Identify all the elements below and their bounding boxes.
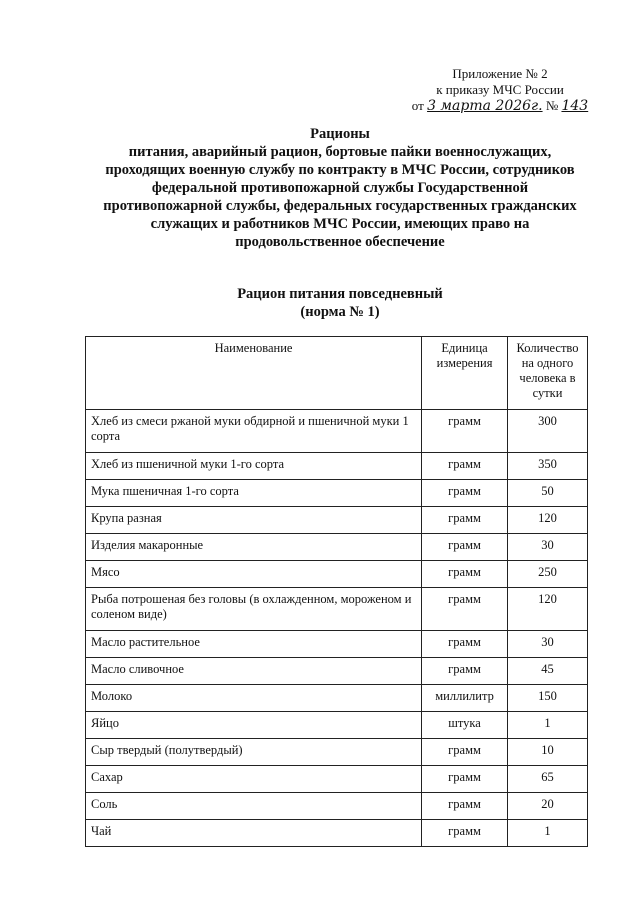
handwritten-date: 3 марта 2026г.	[427, 98, 543, 114]
section-title	[60, 285, 620, 321]
table-row	[86, 410, 588, 453]
cell-name: Чай	[86, 820, 422, 847]
cell-quantity: 350	[508, 453, 588, 480]
title-line: проходящих военную службу по контракту в МЧС России, сотрудников	[105, 162, 575, 178]
cell-quantity: 45	[508, 658, 588, 685]
title-line: питания, аварийный рацион, бортовые пайки военнослужащих,	[128, 144, 552, 160]
cell-unit: миллилитр	[422, 685, 508, 712]
table-row	[86, 534, 588, 561]
cell-quantity: 20	[508, 793, 588, 820]
order-reference: к приказу МЧС России	[436, 82, 564, 97]
section-norm-line: (норма № 1)	[300, 304, 380, 320]
header-quantity: Количество на одного человека в сутки	[508, 337, 588, 410]
table-row	[86, 793, 588, 820]
title-line: Рационы	[310, 126, 370, 142]
cell-name: Крупа разная	[86, 507, 422, 534]
cell-unit: грамм	[422, 631, 508, 658]
cell-unit: грамм	[422, 820, 508, 847]
section-title-line: Рацион питания повседневный	[237, 286, 443, 302]
cell-quantity: 300	[508, 410, 588, 453]
cell-name: Мука пшеничная 1-го сорта	[86, 480, 422, 507]
cell-quantity: 30	[508, 534, 588, 561]
cell-name: Изделия макаронные	[86, 534, 422, 561]
table-row	[86, 480, 588, 507]
cell-name: Масло растительное	[86, 631, 422, 658]
cell-name: Яйцо	[86, 712, 422, 739]
title-line: служащих и работников МЧС России, имеющих право на	[150, 216, 530, 232]
title-line: противопожарной службы, федеральных государственных гражданских	[103, 198, 577, 214]
table-row	[86, 766, 588, 793]
cell-unit: грамм	[422, 507, 508, 534]
ration-table	[85, 336, 588, 847]
cell-quantity: 1	[508, 820, 588, 847]
table-row	[86, 588, 588, 631]
title-line: федеральной противопожарной службы Государственной	[151, 180, 529, 196]
cell-quantity: 250	[508, 561, 588, 588]
order-date-line	[400, 98, 600, 114]
cell-name: Мясо	[86, 561, 422, 588]
cell-quantity: 120	[508, 588, 588, 631]
cell-quantity: 50	[508, 480, 588, 507]
cell-name: Сыр твердый (полутвердый)	[86, 739, 422, 766]
header-unit: Единица измерения	[422, 337, 508, 410]
handwritten-number: 143	[561, 98, 589, 114]
cell-name: Хлеб из пшеничной муки 1-го сорта	[86, 453, 422, 480]
table-row	[86, 631, 588, 658]
table-header-row	[86, 337, 588, 410]
cell-unit: грамм	[422, 561, 508, 588]
cell-quantity: 10	[508, 739, 588, 766]
table-row	[86, 507, 588, 534]
cell-name: Рыба потрошеная без головы (в охлажденном, мороженом и соленом виде)	[86, 588, 422, 631]
number-prefix: №	[545, 98, 559, 113]
cell-quantity: 65	[508, 766, 588, 793]
table-row	[86, 820, 588, 847]
cell-unit: грамм	[422, 739, 508, 766]
cell-name: Масло сливочное	[86, 658, 422, 685]
cell-unit: штука	[422, 712, 508, 739]
cell-quantity: 120	[508, 507, 588, 534]
cell-unit: грамм	[422, 453, 508, 480]
table-row	[86, 658, 588, 685]
cell-unit: грамм	[422, 534, 508, 561]
cell-unit: грамм	[422, 410, 508, 453]
header-name: Наименование	[86, 337, 422, 410]
date-prefix: от	[411, 98, 424, 113]
cell-unit: грамм	[422, 793, 508, 820]
appendix-number: Приложение № 2	[452, 66, 548, 81]
table-row	[86, 685, 588, 712]
cell-quantity: 150	[508, 685, 588, 712]
cell-name: Соль	[86, 793, 422, 820]
title-line: продовольственное обеспечение	[235, 234, 445, 250]
cell-unit: грамм	[422, 480, 508, 507]
table-row	[86, 453, 588, 480]
cell-unit: грамм	[422, 658, 508, 685]
cell-quantity: 30	[508, 631, 588, 658]
table-row	[86, 739, 588, 766]
cell-unit: грамм	[422, 766, 508, 793]
table-row	[86, 561, 588, 588]
document-title	[60, 125, 620, 251]
cell-quantity: 1	[508, 712, 588, 739]
cell-name: Сахар	[86, 766, 422, 793]
table-row	[86, 712, 588, 739]
cell-unit: грамм	[422, 588, 508, 631]
cell-name: Молоко	[86, 685, 422, 712]
appendix-header	[400, 66, 600, 114]
cell-name: Хлеб из смеси ржаной муки обдирной и пшеничной муки 1 сорта	[86, 410, 422, 453]
